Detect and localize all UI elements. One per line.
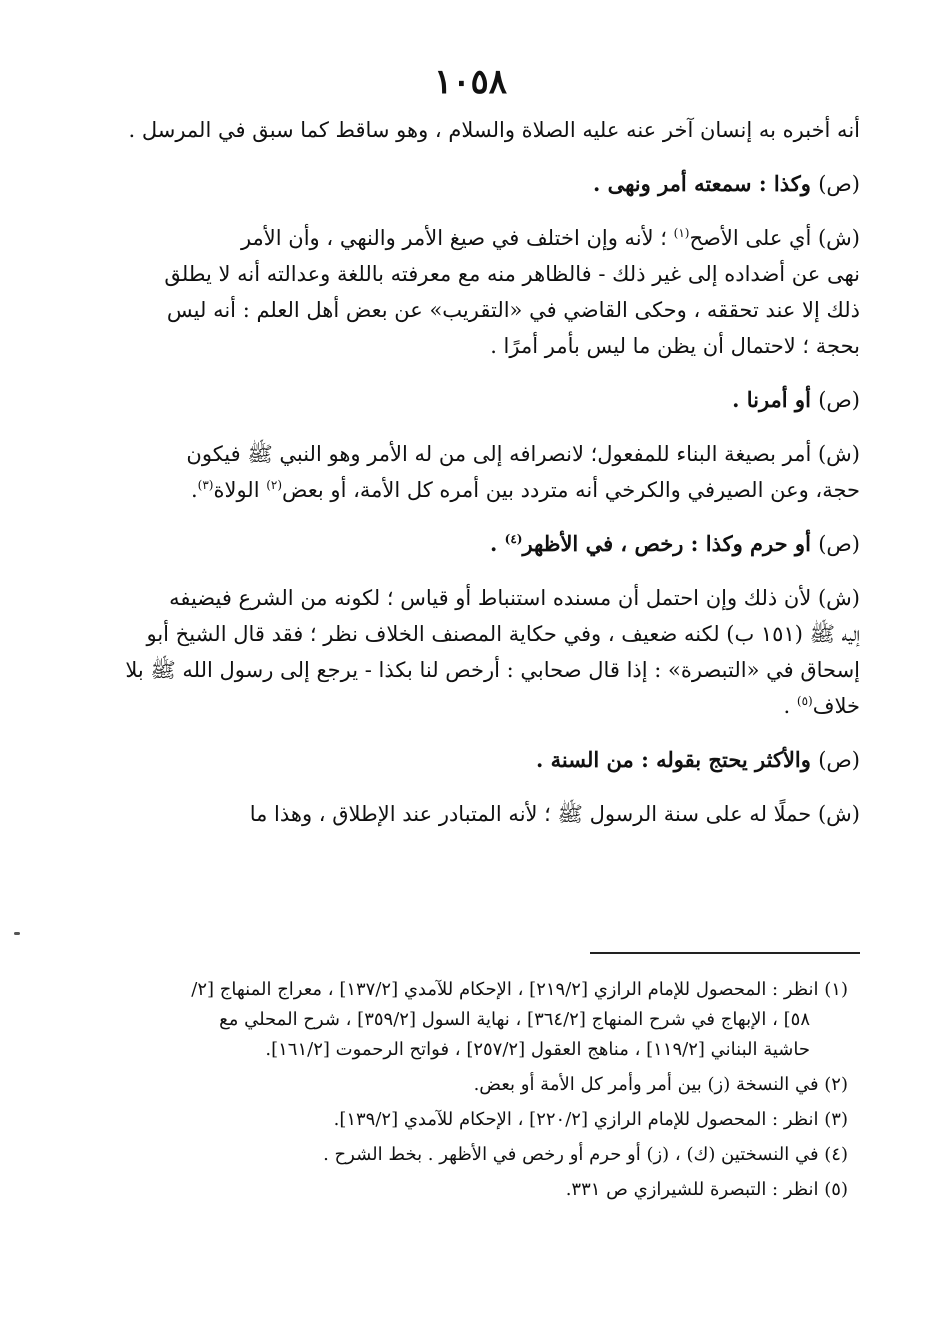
- footnote-line: ٥٨] ، الإبهاج في شرح المنهاج [٣٦٤/٢] ، نهاية السول [٣٥٩/٢] ، شرح المحلي مع: [219, 1009, 810, 1030]
- text-segment: .: [190, 478, 198, 502]
- footnote-ref: (٣): [197, 478, 214, 492]
- matn-end: .: [490, 531, 505, 556]
- text-line: إليه ﷺ (١٥١ ب) لكنه ضعيف ، وفي حكاية المصنف الخلاف نظر ؛ فقد قال الشيخ أبو: [146, 622, 860, 646]
- footnote-line: حاشية البناني [١١٩/٢] ، مناهج العقول [٢٥٧/٢] ، فواتح الرحموت [١٦١/٢].: [265, 1039, 810, 1060]
- footnote-1: [68, 975, 848, 1065]
- text-line: [88, 472, 860, 508]
- matn-text: أو حرم وكذا : رخص ، في الأظهر: [522, 531, 811, 556]
- text-line: ذلك إلا عند تحققه ، وحكى القاضي في «التقريب» عن بعض أهل العلم : أنه ليس: [166, 298, 860, 322]
- footnote-ref: (١): [673, 226, 690, 240]
- matn-line-4: [88, 742, 860, 778]
- text-segment: حجة، وعن الصيرفي والكرخي أنه متردد بين أمره كل الأمة، أو بعض: [282, 478, 860, 502]
- commentary-paragraph-1: [88, 220, 860, 364]
- text-segment: .: [783, 694, 797, 718]
- text-line: بحجة ؛ لاحتمال أن يظن ما ليس بأمر أمرًا .: [490, 334, 860, 358]
- footnote-ref: (٥): [796, 694, 813, 708]
- main-text: [88, 112, 860, 850]
- footnote-divider: [590, 952, 860, 954]
- footnote-4: (٤) في النسختين (ك) ، (ز) أو حرم أو رخص في الأظهر . بخط الشرح .: [323, 1144, 848, 1165]
- footnote-5: (٥) انظر : التبصرة للشيرازي ص ٣٣١.: [565, 1179, 848, 1200]
- text-line: [88, 688, 860, 724]
- text-line: نهى عن أضداده إلى غير ذلك - فالظاهر منه مع معرفته باللغة وعدالته أنه لا يطلق: [164, 262, 860, 286]
- commentary-paragraph-4: [88, 796, 860, 832]
- matn-line-1: [88, 166, 860, 202]
- page-number: ١٠٥٨: [433, 62, 508, 102]
- footnote-2: (٢) في النسخة (ز) بين أمر وأمر كل الأمة أو بعض.: [473, 1074, 848, 1095]
- matn-label: (ص): [818, 172, 860, 196]
- text-segment: ؛ لأنه وإن اختلف في صيغ الأمر والنهي ، وأن الأمر: [240, 226, 667, 250]
- footnote-ref: (٤): [504, 532, 523, 546]
- matn-line-3: [88, 526, 860, 562]
- footnotes: [68, 975, 848, 1210]
- text-line: [88, 220, 860, 256]
- text-line: (ش) حملًا له على سنة الرسول ﷺ ؛ لأنه المتبادر عند الإطلاق ، وهذا ما: [249, 802, 860, 826]
- footnote-ref: (٢): [266, 478, 283, 492]
- text-line: أنه أخبره به إنسان آخر عنه عليه الصلاة والسلام ، وهو ساقط كما سبق في المرسل .: [128, 118, 860, 142]
- matn-label: (ص): [818, 532, 860, 556]
- text-segment: خلاف: [812, 694, 860, 718]
- footnote-line: (١) انظر : المحصول للإمام الرازي [٢١٩/٢] ، الإحكام للآمدي [١٣٧/٢] ، معراج المنهاج [٢/: [191, 979, 848, 1000]
- matn-text: والأكثر يحتج بقوله : من السنة .: [536, 747, 811, 772]
- matn-text: أو أمرنا .: [732, 387, 811, 412]
- commentary-paragraph-2: [88, 436, 860, 508]
- commentary-paragraph-3: [88, 580, 860, 724]
- text-line: (ش) أمر بصيغة البناء للمفعول؛ لانصرافه إلى من له الأمر وهو النبي ﷺ فيكون: [186, 442, 860, 466]
- text-line: إسحاق في «التبصرة» : إذا قال صحابي : أرخص لنا بكذا - يرجع إلى رسول الله ﷺ بلا: [125, 658, 860, 682]
- matn-line-2: [88, 382, 860, 418]
- matn-text: وكذا : سمعته أمر ونهى .: [592, 171, 811, 196]
- paragraph-continuation: [88, 112, 860, 148]
- text-line: (ش) لأن ذلك وإن احتمل أن مسنده استنباط أو قياس ؛ لكونه من الشرع فيضيفه: [169, 586, 860, 610]
- text-segment: (ش) أي على الأصح: [689, 226, 860, 250]
- footnote-3: (٣) انظر : المحصول للإمام الرازي [٢٢٠/٢] ، الإحكام للآمدي [١٣٩/٢].: [333, 1109, 848, 1130]
- matn-label: (ص): [818, 748, 860, 772]
- matn-label: (ص): [818, 388, 860, 412]
- text-segment: الولاة: [213, 478, 267, 502]
- scan-mark: [14, 932, 20, 935]
